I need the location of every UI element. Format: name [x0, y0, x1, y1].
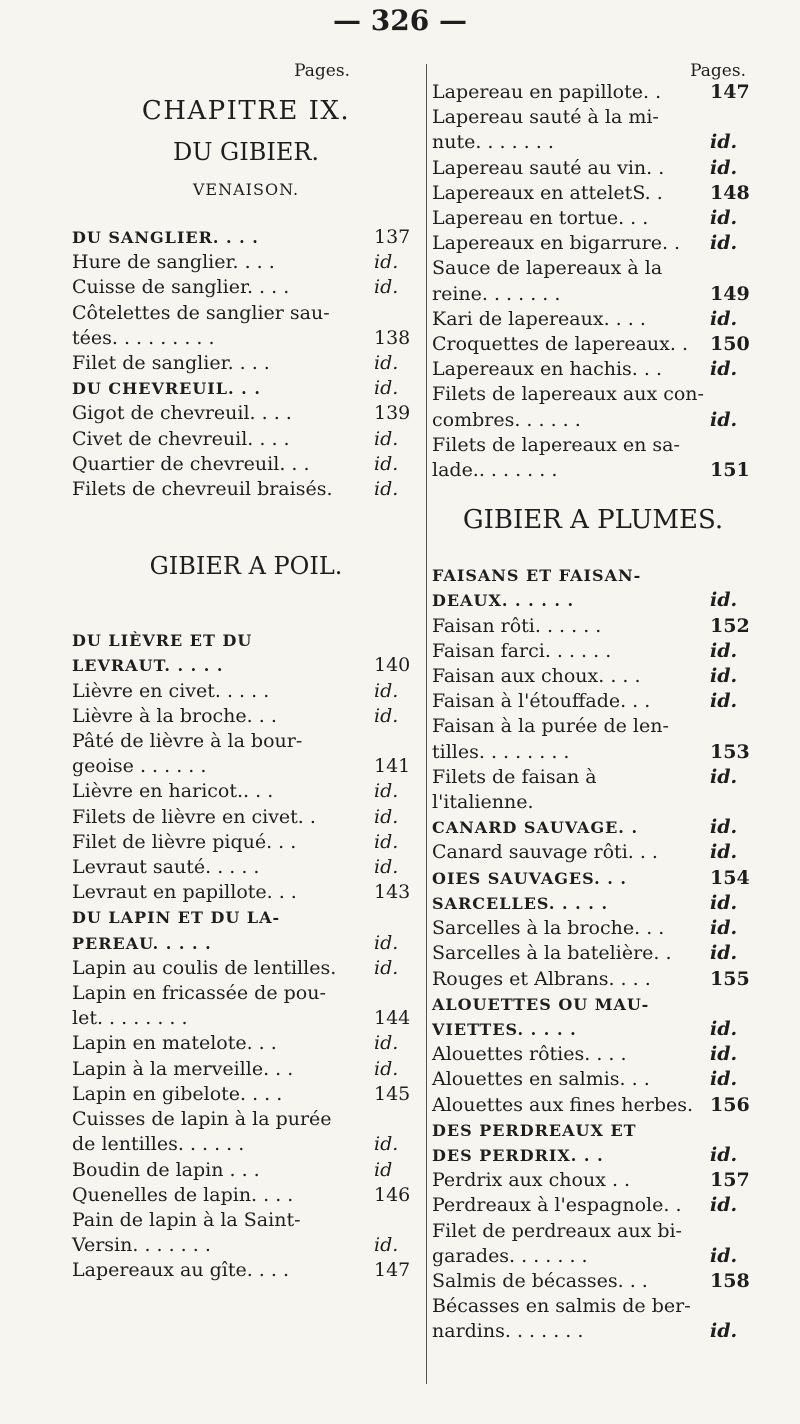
- entry-page: id.: [374, 1133, 399, 1156]
- toc-entry: [432, 689, 754, 714]
- entry-title: Filets de faisan à l'italienne.: [432, 765, 597, 814]
- entry-page: [704, 1294, 754, 1319]
- entry-title: tées. . . . . . . . .: [72, 326, 215, 349]
- column-divider: [426, 64, 427, 1384]
- entry-title: Alouettes aux fines herbes.: [432, 1093, 694, 1116]
- entry-title: Faisan à l'étouffade. . .: [432, 690, 651, 713]
- toc-entry: [432, 916, 754, 941]
- toc-entry: [72, 1107, 420, 1132]
- entry-title: ALOUETTES OU MAU-: [432, 994, 650, 1014]
- entry-page: 149: [710, 282, 750, 305]
- toc-entry: [432, 639, 754, 664]
- entry-title: combres. . . . . .: [432, 408, 581, 431]
- entry-page: id.: [710, 232, 738, 255]
- toc-entry: [432, 1193, 754, 1218]
- entry-title: Lièvre en haricot.. . .: [72, 780, 274, 803]
- entry-title: DU LAPIN ET DU LA-: [72, 908, 281, 928]
- entry-page: 138: [374, 326, 411, 349]
- pages-label: Pages.: [294, 61, 350, 81]
- entry-page: 140: [374, 654, 411, 677]
- entry-page: id.: [374, 251, 399, 274]
- entry-title: Lièvre à la broche. . .: [72, 704, 277, 727]
- entry-title: Hure de sanglier. . . .: [72, 251, 275, 274]
- toc-entry: [72, 729, 420, 754]
- entry-page: id.: [710, 942, 738, 965]
- toc-entry: [432, 105, 754, 130]
- entry-title: garades. . . . . . .: [432, 1244, 588, 1267]
- toc-entry: [72, 830, 420, 855]
- entry-page: id.: [710, 589, 738, 612]
- entry-page: id.: [374, 1032, 399, 1055]
- entry-title: Cuisses de lapin à la purée: [72, 1108, 332, 1131]
- entry-page: 153: [710, 740, 750, 763]
- toc-entry: [432, 181, 754, 206]
- entry-title: Filets de lapereaux aux con-: [432, 383, 704, 406]
- entry-page: id.: [374, 452, 399, 475]
- entry-page: id.: [710, 639, 738, 662]
- entry-title: Faisan farci. . . . . .: [432, 639, 612, 662]
- toc-entry: [432, 941, 754, 966]
- toc-entry: [432, 382, 754, 407]
- entry-title: Sarcelles à la broche. . .: [432, 917, 665, 940]
- entry-title: de lentilles. . . . . .: [72, 1133, 245, 1156]
- entry-page: [368, 1107, 420, 1132]
- entry-title: DEAUX. . . . . .: [432, 591, 575, 611]
- entry-title: Filet de sanglier. . . .: [72, 352, 270, 375]
- entry-page: id.: [374, 478, 399, 501]
- toc-entry: [432, 992, 754, 1017]
- entry-title: Sauce de lapereaux à la: [432, 257, 663, 280]
- entry-title: FAISANS ET FAISAN-: [432, 566, 642, 586]
- toc-entry: [72, 275, 420, 300]
- entry-page: id.: [710, 841, 738, 864]
- entry-title: Boudin de lapin . . .: [72, 1158, 260, 1181]
- toc-entry: [432, 1093, 754, 1118]
- toc-entry: [72, 1233, 420, 1258]
- left-column: [72, 60, 420, 1284]
- entry-title: Lapereaux au gîte. . . .: [72, 1259, 289, 1282]
- entry-title: Pain de lapin à la Saint-: [72, 1208, 301, 1231]
- toc-entry: [432, 714, 754, 739]
- entry-page: id.: [710, 307, 738, 330]
- entry-title: SARCELLES. . . . .: [432, 893, 609, 913]
- entry-title: Canard sauvage rôti. . .: [432, 841, 658, 864]
- toc-entry: [432, 1219, 754, 1244]
- entry-title: Quenelles de lapin. . . .: [72, 1183, 294, 1206]
- entry-page: [704, 563, 754, 588]
- toc-entry: [72, 427, 420, 452]
- entry-page: 146: [374, 1183, 411, 1206]
- entry-page: id.: [374, 427, 399, 450]
- entry-title: Lapin en gibelote. . . .: [72, 1082, 283, 1105]
- entry-title: Perdreaux à l'espagnole. .: [432, 1194, 682, 1217]
- entry-title: Lièvre en civet. . . . .: [72, 679, 270, 702]
- toc-entry: [72, 250, 420, 275]
- toc-entry: [432, 1067, 754, 1092]
- entry-title: DU SANGLIER. . . .: [72, 228, 259, 247]
- entry-page: [368, 1208, 420, 1233]
- entry-page: 147: [374, 1259, 411, 1282]
- entry-page: id.: [374, 956, 399, 979]
- entry-page: id.: [374, 780, 399, 803]
- entry-title: OIES SAUVAGES. . .: [432, 868, 627, 888]
- entry-page: [704, 256, 754, 281]
- entry-page: id.: [710, 358, 738, 381]
- entry-page: id.: [374, 856, 399, 879]
- entry-title: Lapereau en tortue. . .: [432, 207, 649, 230]
- toc-entry: [432, 614, 754, 639]
- section-venaison: VENAISON.: [192, 180, 300, 199]
- toc-entry: [72, 1258, 420, 1283]
- entry-page: id.: [710, 131, 738, 154]
- entry-page: id.: [374, 352, 399, 375]
- entry-title: Lapereaux en bigarrure. .: [432, 232, 681, 255]
- toc-entry: [72, 1006, 420, 1031]
- toc-entry: [432, 1168, 754, 1193]
- entry-page: id.: [374, 276, 399, 299]
- toc-entry: [432, 1319, 754, 1344]
- toc-entry: [432, 664, 754, 689]
- entry-page: id.: [710, 816, 738, 839]
- toc-entry: [432, 866, 754, 891]
- toc-entry: [72, 1057, 420, 1082]
- toc-entry: [432, 967, 754, 992]
- toc-entry: [432, 433, 754, 458]
- toc-entry: [432, 1143, 754, 1168]
- toc-entry: [432, 1294, 754, 1319]
- toc-entry: [72, 1158, 420, 1183]
- entry-title: Levraut en papillote. . .: [72, 881, 297, 904]
- entry-title: Lapereaux en atteletS. .: [432, 181, 663, 204]
- entry-title: Filet de lièvre piqué. . .: [72, 830, 297, 853]
- entry-page: id.: [710, 1244, 738, 1267]
- toc-entry: [72, 1031, 420, 1056]
- entry-page: [704, 1219, 754, 1244]
- entry-title: Lapin à la merveille. . .: [72, 1057, 294, 1080]
- entry-page: 158: [710, 1269, 750, 1292]
- entry-page: id.: [710, 891, 738, 914]
- toc-entry: [432, 130, 754, 155]
- entry-page: id.: [710, 207, 738, 230]
- entry-title: Faisan à la purée de len-: [432, 715, 669, 738]
- entry-title: Civet de chevreuil. . . .: [72, 427, 290, 450]
- entry-page: id.: [710, 156, 738, 179]
- entry-page: 157: [710, 1169, 750, 1192]
- toc-entry: [432, 765, 754, 815]
- entry-list: [432, 80, 754, 483]
- toc-entry: [72, 754, 420, 779]
- entry-page: [368, 301, 420, 326]
- entry-page: id.: [374, 931, 399, 954]
- entry-title: geoise . . . . . .: [72, 755, 207, 778]
- toc-entry: [72, 401, 420, 426]
- entry-list: [432, 563, 754, 1344]
- page-number: — 326 —: [333, 4, 467, 37]
- toc-entry: [72, 653, 420, 678]
- entry-title: Filets de chevreuil braisés.: [72, 478, 333, 501]
- entry-page: [704, 433, 754, 458]
- entry-page: id.: [710, 1143, 738, 1166]
- pages-label: Pages.: [690, 61, 746, 81]
- toc-entry: [432, 891, 754, 916]
- toc-entry: [432, 1017, 754, 1042]
- entry-title: Faisan rôti. . . . . .: [432, 614, 602, 637]
- toc-entry: [72, 225, 420, 250]
- toc-entry: [72, 981, 420, 1006]
- entry-list: [72, 628, 420, 1283]
- entry-page: id.: [710, 1068, 738, 1091]
- entry-page: [704, 1118, 754, 1143]
- toc-entry: [432, 740, 754, 765]
- entry-title: Pâté de lièvre à la bour-: [72, 730, 303, 753]
- toc-entry: [432, 1118, 754, 1143]
- toc-entry: [72, 905, 420, 930]
- entry-page: 152: [710, 614, 750, 637]
- section-gibier-a-poil: GIBIER A POIL.: [149, 552, 343, 581]
- entry-page: id.: [710, 408, 738, 431]
- entry-page: id.: [710, 1194, 738, 1217]
- entry-title: Faisan aux choux. . . .: [432, 665, 641, 688]
- entry-title: Perdrix aux choux . .: [432, 1169, 631, 1192]
- toc-entry: [72, 956, 420, 981]
- entry-title: reine. . . . . . .: [432, 282, 561, 305]
- toc-entry: [72, 351, 420, 376]
- toc-entry: [72, 779, 420, 804]
- entry-page: 154: [710, 866, 750, 889]
- entry-title: Quartier de chevreuil. . .: [72, 452, 310, 475]
- entry-page: id.: [374, 679, 399, 702]
- section-gibier-a-plumes: GIBIER A PLUMES.: [462, 505, 724, 536]
- entry-page: id.: [374, 830, 399, 853]
- toc-entry: [432, 307, 754, 332]
- toc-entry: [72, 1183, 420, 1208]
- entry-page: 156: [710, 1093, 750, 1116]
- entry-title: LEVRAUT. . . . .: [72, 656, 224, 676]
- entry-page: id.: [710, 917, 738, 940]
- toc-entry: [72, 326, 420, 351]
- toc-entry: [432, 588, 754, 613]
- entry-page: [704, 714, 754, 739]
- entry-page: [368, 905, 420, 930]
- toc-entry: [432, 357, 754, 382]
- toc-entry: [432, 156, 754, 181]
- entry-title: Lapereaux en hachis. . .: [432, 358, 662, 381]
- entry-title: Sarcelles à la batelière. .: [432, 942, 672, 965]
- entry-title: lade.. . . . . . .: [432, 459, 558, 482]
- entry-page: id.: [710, 1320, 738, 1343]
- entry-page: 148: [710, 181, 750, 204]
- toc-entry: [432, 231, 754, 256]
- toc-entry: [432, 80, 754, 105]
- entry-title: Levraut sauté. . . . .: [72, 856, 260, 879]
- toc-entry: [72, 704, 420, 729]
- entry-page: 155: [710, 967, 750, 990]
- entry-title: Alouettes en salmis. . .: [432, 1068, 650, 1091]
- entry-page: 139: [374, 402, 411, 425]
- entry-page: id.: [710, 1043, 738, 1066]
- entry-title: Côtelettes de sanglier sau-: [72, 301, 330, 324]
- toc-entry: [432, 206, 754, 231]
- entry-title: Filet de perdreaux aux bi-: [432, 1219, 682, 1242]
- entry-title: let. . . . . . . .: [72, 1007, 188, 1030]
- entry-title: tilles. . . . . . . .: [432, 740, 570, 763]
- entry-page: 145: [374, 1082, 411, 1105]
- entry-title: PEREAU. . . . .: [72, 933, 212, 953]
- toc-entry: [72, 1132, 420, 1157]
- toc-entry: [432, 332, 754, 357]
- entry-title: Alouettes rôties. . . .: [432, 1043, 627, 1066]
- toc-entry: [72, 855, 420, 880]
- toc-entry: [72, 1208, 420, 1233]
- entry-title: CANARD SAUVAGE. .: [432, 818, 639, 838]
- entry-title: nute. . . . . . .: [432, 131, 554, 154]
- entry-page: id.: [710, 765, 738, 788]
- entry-title: Cuisse de sanglier. . . .: [72, 276, 290, 299]
- entry-title: Bécasses en salmis de ber-: [432, 1295, 691, 1318]
- entry-title: DU CHEVREUIL. . .: [72, 379, 261, 399]
- toc-entry: [72, 805, 420, 830]
- entry-page: 147: [710, 81, 750, 103]
- toc-entry: [432, 1269, 754, 1294]
- entry-title: Lapereau sauté à la mi-: [432, 106, 659, 129]
- entry-page: 144: [374, 1007, 411, 1030]
- toc-entry: [432, 1244, 754, 1269]
- entry-title: Lapereau en papillote. .: [432, 81, 662, 103]
- entry-title: DU LIÈVRE ET DU: [72, 631, 253, 651]
- toc-entry: [432, 458, 754, 483]
- toc-entry: [72, 679, 420, 704]
- entry-page: [368, 628, 420, 653]
- entry-page: 137: [374, 226, 411, 248]
- entry-title: DES PERDREAUX ET: [432, 1120, 637, 1140]
- toc-entry: [432, 1042, 754, 1067]
- entry-page: [368, 981, 420, 1006]
- entry-page: [704, 382, 754, 407]
- entry-page: id.: [710, 690, 738, 713]
- entry-title: Filets de lièvre en civet. .: [72, 805, 316, 828]
- toc-entry: [72, 452, 420, 477]
- entry-page: id.: [710, 665, 738, 688]
- toc-entry: [432, 282, 754, 307]
- toc-entry: [432, 563, 754, 588]
- toc-entry: [72, 301, 420, 326]
- toc-entry: [432, 840, 754, 865]
- entry-title: Lapereau sauté au vin. .: [432, 156, 665, 179]
- entry-page: 150: [710, 333, 750, 356]
- right-column: [432, 60, 754, 1345]
- entry-page: id.: [374, 704, 399, 727]
- entry-title: Croquettes de lapereaux. .: [432, 333, 688, 356]
- entry-title: Kari de lapereaux. . . .: [432, 307, 646, 330]
- entry-title: Lapin en fricassée de pou-: [72, 982, 326, 1005]
- entry-page: id.: [374, 1057, 399, 1080]
- entry-title: Filets de lapereaux en sa-: [432, 433, 680, 456]
- entry-title: Lapin en matelote. . .: [72, 1032, 277, 1055]
- entry-page: id.: [710, 1017, 738, 1040]
- toc-entry: [432, 408, 754, 433]
- entry-page: id: [374, 1158, 393, 1181]
- entry-title: Rouges et Albrans. . . .: [432, 967, 651, 990]
- entry-page: id.: [374, 805, 399, 828]
- toc-entry: [72, 1082, 420, 1107]
- toc-entry: [72, 931, 420, 956]
- entry-title: Salmis de bécasses. . .: [432, 1269, 648, 1292]
- entry-page: [704, 105, 754, 130]
- entry-page: 151: [710, 459, 750, 482]
- chapter-title: DU GIBIER.: [172, 138, 320, 166]
- entry-page: 141: [374, 755, 411, 778]
- toc-entry: [432, 256, 754, 281]
- entry-page: 143: [374, 881, 411, 904]
- toc-entry: [72, 477, 420, 502]
- entry-title: Versin. . . . . . .: [72, 1234, 211, 1257]
- toc-entry: [72, 880, 420, 905]
- entry-page: [368, 729, 420, 754]
- toc-entry: [72, 376, 420, 401]
- entry-title: VIETTES. . . . .: [432, 1019, 577, 1039]
- chapter-heading: CHAPITRE IX.: [141, 96, 351, 126]
- entry-title: DES PERDRIX. . .: [432, 1145, 604, 1165]
- entry-list: [72, 225, 420, 502]
- entry-page: id.: [374, 1234, 399, 1257]
- entry-page: [704, 992, 754, 1017]
- entry-title: Gigot de chevreuil. . . .: [72, 402, 292, 425]
- entry-title: nardins. . . . . . .: [432, 1320, 584, 1343]
- toc-entry: [72, 628, 420, 653]
- entry-title: Lapin au coulis de lentilles.: [72, 956, 337, 979]
- toc-entry: [432, 815, 754, 840]
- entry-page: id.: [374, 377, 399, 400]
